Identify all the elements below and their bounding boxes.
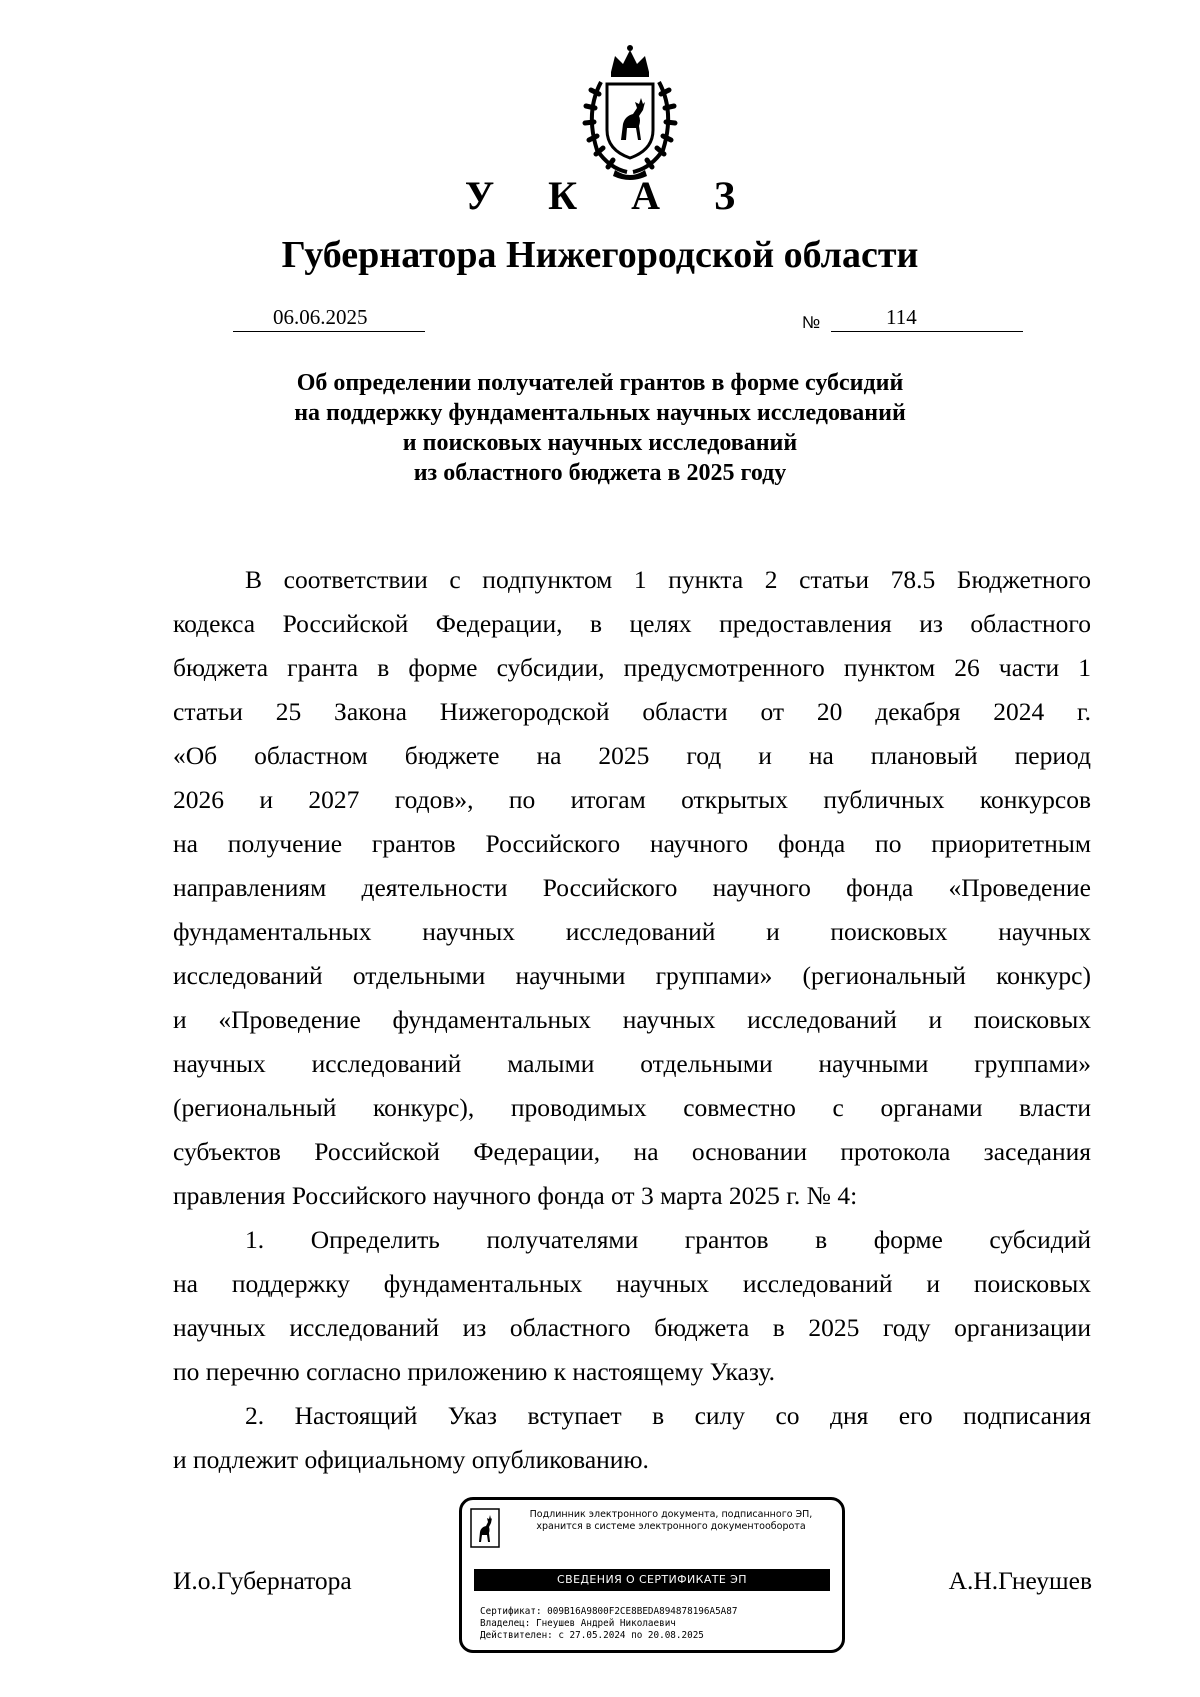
subject-line: на поддержку фундаментальных научных исследований — [294, 400, 906, 426]
document-subject — [0, 368, 1200, 488]
signatory-position: И.о.Губернатора — [173, 1566, 352, 1595]
body-line: (региональный конкурс), проводимых совместно с органами власти — [173, 1093, 1091, 1122]
body-line: на получение грантов Российского научного фонда по приоритетным — [173, 829, 1091, 858]
body-line: 2026 и 2027 годов», по итогам открытых публичных конкурсов — [173, 785, 1091, 814]
body-line: и «Проведение фундаментальных научных исследований и поисковых — [173, 1005, 1091, 1034]
body-line: фундаментальных научных исследований и поисковых научных — [173, 917, 1091, 946]
stamp-header-line: хранится в системе электронного документооборота — [536, 1521, 806, 1532]
body-line: на поддержку фундаментальных научных исследований и поисковых — [173, 1269, 1091, 1298]
body-line: бюджета гранта в форме субсидии, предусмотренного пунктом 26 части 1 — [173, 653, 1091, 682]
body-line: кодекса Российской Федерации, в целях предоставления из областного — [173, 609, 1091, 638]
subject-line: и поисковых научных исследований — [402, 430, 798, 456]
body-line: по перечню согласно приложению к настоящему Указу. — [173, 1357, 775, 1386]
coat-of-arms-icon — [571, 42, 689, 184]
document-date: 06.06.2025 — [273, 305, 368, 329]
certificate-owner: Владелец: Гнеушев Андрей Николаевич — [480, 1618, 676, 1629]
document-number: 114 — [886, 305, 917, 329]
subject-line: из областного бюджета в 2025 году — [413, 460, 787, 486]
body-line: научных исследований малыми отдельными научными группами» — [173, 1049, 1091, 1078]
electronic-signature-stamp — [459, 1497, 845, 1653]
stamp-header-line: Подлинник электронного документа, подписанного ЭП, — [529, 1509, 813, 1520]
number-field — [831, 305, 1023, 332]
body-line: субъектов Российской Федерации, на основании протокола заседания — [173, 1137, 1091, 1166]
certificate-details — [480, 1606, 737, 1642]
subject-line: Об определении получателей грантов в форме субсидий — [296, 370, 904, 396]
body-line: «Об областном бюджете на 2025 год и на плановый период — [173, 741, 1091, 770]
issuer-title: Губернатора Нижегородской области — [281, 234, 919, 276]
deer-emblem-icon — [470, 1508, 500, 1548]
body-line: научных исследований из областного бюджета в 2025 году организации — [173, 1313, 1091, 1342]
document-body — [173, 558, 1091, 1482]
certificate-serial: Сертификат: 009B16A9800F2CE8BEDA894878196A5A87 — [480, 1606, 738, 1617]
stamp-header — [502, 1509, 840, 1533]
body-line: направлениям деятельности Российского научного фонда «Проведение — [173, 873, 1091, 902]
body-line: статьи 25 Закона Нижегородской области от 20 декабря 2024 г. — [173, 697, 1091, 726]
certificate-validity: Действителен: с 27.05.2024 по 20.08.2025 — [480, 1630, 704, 1641]
body-line: 1. Определить получателями грантов в форме субсидий — [245, 1225, 1091, 1254]
body-line: правления Российского научного фонда от 3 марта 2025 г. № 4: — [173, 1181, 858, 1210]
certificate-info-bar: СВЕДЕНИЯ О СЕРТИФИКАТЕ ЭП — [474, 1569, 830, 1591]
body-line: и подлежит официальному опубликованию. — [173, 1445, 649, 1474]
body-line: 2. Настоящий Указ вступает в силу со дня его подписания — [245, 1401, 1091, 1430]
body-line: исследований отдельными научными группами» (региональный конкурс) — [173, 961, 1091, 990]
signatory-name: А.Н.Гнеушев — [948, 1566, 1092, 1595]
document-type-title: У К А З — [464, 173, 758, 218]
number-sign: № — [802, 313, 821, 332]
body-line: В соответствии с подпунктом 1 пункта 2 статьи 78.5 Бюджетного — [245, 565, 1091, 594]
date-field — [233, 305, 425, 332]
